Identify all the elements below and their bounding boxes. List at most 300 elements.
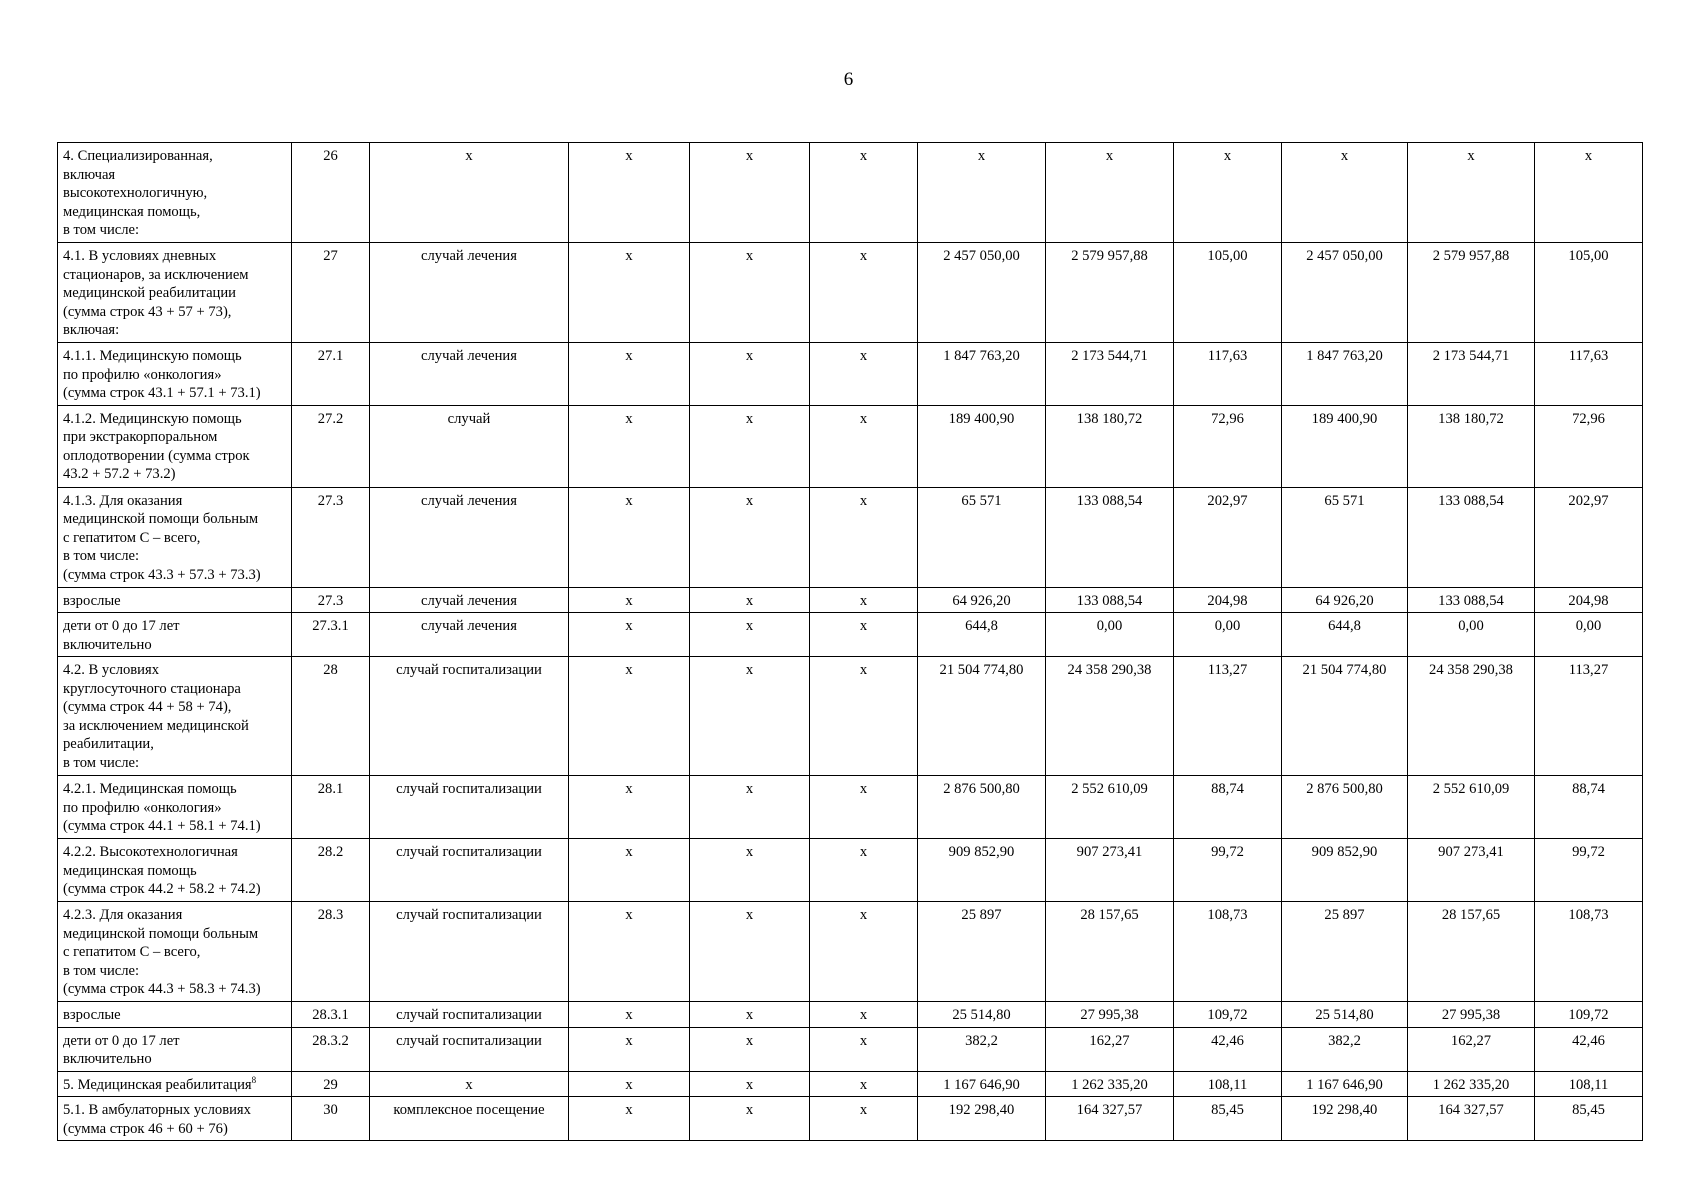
row-name-text: 4.1.3. Для оказания медицинской помощи больным с гепатитом С – всего, в том числе: (сумма строк 43.3 + 57.3 + 73.3) bbox=[63, 492, 261, 583]
cell-text: 27 995,38 bbox=[1441, 1007, 1501, 1023]
cell-text: x bbox=[745, 148, 754, 164]
unit-cell bbox=[370, 1071, 569, 1097]
value-cell bbox=[1046, 143, 1174, 243]
cell-text: 189 400,90 bbox=[948, 410, 1015, 427]
row-name-cell bbox=[58, 405, 292, 487]
value-cell bbox=[1174, 1071, 1282, 1097]
value-cell bbox=[690, 657, 810, 776]
value-cell bbox=[690, 902, 810, 1002]
row-name-text: 4. Специализированная, включая высокотехнологичную, медицинская помощь, в том числе: bbox=[63, 148, 213, 238]
value-cell bbox=[810, 1002, 918, 1028]
value-cell bbox=[918, 657, 1046, 776]
cell-text: x bbox=[745, 844, 754, 860]
row-number-cell bbox=[292, 487, 370, 587]
cell-text: 105,00 bbox=[1568, 248, 1609, 264]
value-cell bbox=[810, 587, 918, 613]
value-cell bbox=[1174, 776, 1282, 839]
cell-text: случай лечения bbox=[421, 592, 517, 609]
row-name-cell bbox=[58, 839, 292, 902]
cell-text: 117,63 bbox=[1207, 348, 1248, 364]
value-cell bbox=[1282, 1002, 1408, 1028]
value-cell bbox=[1535, 1027, 1643, 1071]
cell-text: x bbox=[1223, 148, 1232, 164]
cell-text: 382,2 bbox=[1328, 1032, 1361, 1049]
value-cell bbox=[1046, 776, 1174, 839]
row-name-text: 4.1.2. Медицинскую помощь при экстракорпоральном оплодотворении (сумма строк 43.2 + 57.2 + 73.2) bbox=[63, 410, 250, 482]
cell-text: x bbox=[625, 662, 633, 678]
table-row bbox=[58, 343, 1643, 406]
value-cell bbox=[810, 657, 918, 776]
table-row bbox=[58, 243, 1643, 343]
value-cell bbox=[1046, 1027, 1174, 1071]
cell-text: 133 088,54 bbox=[1076, 492, 1143, 509]
row-number-cell bbox=[292, 776, 370, 839]
value-cell bbox=[1046, 487, 1174, 587]
cell-text: 42,46 bbox=[1572, 1032, 1605, 1049]
table-row bbox=[58, 1071, 1643, 1097]
value-cell bbox=[810, 1097, 918, 1141]
row-name-cell bbox=[58, 902, 292, 1002]
value-cell bbox=[1535, 405, 1643, 487]
value-cell bbox=[918, 587, 1046, 613]
cell-text: 1 262 335,20 bbox=[1071, 1076, 1148, 1093]
value-cell bbox=[1535, 1002, 1643, 1028]
cell-text: случай лечения bbox=[421, 492, 517, 509]
value-cell bbox=[810, 143, 918, 243]
value-cell bbox=[810, 243, 918, 343]
value-cell bbox=[1282, 405, 1408, 487]
value-cell bbox=[1408, 487, 1535, 587]
cell-text: 64 926,20 bbox=[1315, 592, 1374, 609]
table-row bbox=[58, 902, 1643, 1002]
cell-text: 204,98 bbox=[1568, 592, 1609, 609]
value-cell bbox=[1408, 839, 1535, 902]
value-cell bbox=[690, 1002, 810, 1028]
table-row bbox=[58, 657, 1643, 776]
cell-text: 117,63 bbox=[1568, 348, 1609, 364]
value-cell bbox=[810, 343, 918, 406]
cell-text: x bbox=[625, 248, 633, 264]
cell-text: 105,00 bbox=[1207, 248, 1248, 264]
cell-text: x bbox=[625, 148, 633, 164]
value-cell bbox=[810, 487, 918, 587]
cell-text: 28.3 bbox=[317, 907, 344, 923]
cell-text: 1 167 646,90 bbox=[943, 1076, 1020, 1093]
value-cell bbox=[918, 405, 1046, 487]
cell-text: x bbox=[859, 907, 868, 923]
cell-text: x bbox=[625, 781, 633, 797]
row-number-cell bbox=[292, 1071, 370, 1097]
cell-text: 1 847 763,20 bbox=[943, 348, 1020, 364]
cell-text: 133 088,54 bbox=[1438, 492, 1504, 509]
value-cell bbox=[1282, 587, 1408, 613]
cell-text: x bbox=[745, 781, 754, 797]
cell-text: 28 bbox=[323, 662, 338, 678]
value-cell bbox=[918, 243, 1046, 343]
value-cell bbox=[1046, 657, 1174, 776]
value-cell bbox=[1174, 243, 1282, 343]
value-cell bbox=[690, 143, 810, 243]
value-cell bbox=[1174, 839, 1282, 902]
cell-text: x bbox=[859, 1032, 868, 1049]
cell-text: 113,27 bbox=[1568, 662, 1609, 678]
cell-text: 2 579 957,88 bbox=[1432, 248, 1510, 264]
row-name-text: дети от 0 до 17 лет включительно bbox=[63, 618, 180, 653]
cell-text: 2 173 544,71 bbox=[1432, 348, 1510, 364]
row-number-cell bbox=[292, 1097, 370, 1141]
cell-text: 113,27 bbox=[1207, 662, 1248, 678]
table-row bbox=[58, 1097, 1643, 1141]
cell-text: 25 897 bbox=[961, 907, 1002, 923]
value-cell bbox=[569, 776, 690, 839]
value-cell bbox=[810, 405, 918, 487]
value-cell bbox=[569, 839, 690, 902]
value-cell bbox=[1174, 143, 1282, 243]
row-name-cell bbox=[58, 243, 292, 343]
value-cell bbox=[918, 613, 1046, 657]
cell-text: 162,27 bbox=[1089, 1032, 1130, 1049]
value-cell bbox=[569, 1071, 690, 1097]
cell-text: x bbox=[745, 492, 754, 509]
row-number-cell bbox=[292, 902, 370, 1002]
value-cell bbox=[1046, 343, 1174, 406]
value-cell bbox=[918, 776, 1046, 839]
unit-cell bbox=[370, 1002, 569, 1028]
table-row bbox=[58, 839, 1643, 902]
cell-text: 25 897 bbox=[1324, 907, 1365, 923]
unit-cell bbox=[370, 1097, 569, 1141]
cell-text: x bbox=[1105, 148, 1114, 164]
cell-text: 2 457 050,00 bbox=[943, 248, 1020, 264]
value-cell bbox=[690, 587, 810, 613]
value-cell bbox=[1408, 1097, 1535, 1141]
value-cell bbox=[1408, 143, 1535, 243]
value-cell bbox=[810, 776, 918, 839]
value-cell bbox=[569, 143, 690, 243]
cell-text: x bbox=[745, 248, 754, 264]
cell-text: x bbox=[745, 907, 754, 923]
cell-text: x bbox=[859, 148, 868, 164]
unit-cell bbox=[370, 839, 569, 902]
cell-text: x bbox=[745, 662, 754, 678]
cell-text: 26 bbox=[323, 148, 338, 164]
value-cell bbox=[810, 902, 918, 1002]
value-cell bbox=[569, 657, 690, 776]
value-cell bbox=[690, 405, 810, 487]
row-number-cell bbox=[292, 587, 370, 613]
cell-text: 192 298,40 bbox=[1311, 1102, 1378, 1118]
cell-text: 21 504 774,80 bbox=[939, 662, 1024, 678]
value-cell bbox=[810, 1027, 918, 1071]
value-cell bbox=[1174, 343, 1282, 406]
row-name-cell bbox=[58, 657, 292, 776]
cell-text: 2 876 500,80 bbox=[943, 781, 1020, 797]
value-cell bbox=[1535, 613, 1643, 657]
cell-text: 27.3.1 bbox=[312, 618, 349, 634]
row-name-text: 4.2. В условиях круглосуточного стационара (сумма строк 44 + 58 + 74), за исключением медицинской реабилитации, в том числе: bbox=[63, 662, 249, 771]
value-cell bbox=[569, 1002, 690, 1028]
value-cell bbox=[1535, 1071, 1643, 1097]
table-row bbox=[58, 1027, 1643, 1071]
cell-text: случай госпитализации bbox=[396, 662, 542, 678]
value-cell bbox=[1408, 1002, 1535, 1028]
cell-text: 64 926,20 bbox=[952, 592, 1011, 609]
value-cell bbox=[918, 902, 1046, 1002]
unit-cell bbox=[370, 776, 569, 839]
cell-text: 907 273,41 bbox=[1438, 844, 1504, 860]
value-cell bbox=[690, 839, 810, 902]
value-cell bbox=[918, 839, 1046, 902]
table-row bbox=[58, 776, 1643, 839]
row-number-cell bbox=[292, 657, 370, 776]
value-cell bbox=[690, 1027, 810, 1071]
value-cell bbox=[569, 902, 690, 1002]
cell-text: 99,72 bbox=[1572, 844, 1605, 860]
value-cell bbox=[918, 143, 1046, 243]
cell-text: x bbox=[859, 492, 868, 509]
cell-text: случай госпитализации bbox=[396, 1007, 542, 1023]
row-name-cell bbox=[58, 487, 292, 587]
cell-text: x bbox=[859, 248, 868, 264]
cell-text: 909 852,90 bbox=[1311, 844, 1378, 860]
cell-text: x bbox=[745, 592, 754, 609]
cell-text: 2 552 610,09 bbox=[1432, 781, 1510, 797]
cell-text: x bbox=[465, 148, 473, 164]
cell-text: 65 571 bbox=[961, 492, 1002, 509]
cell-text: x bbox=[625, 907, 633, 923]
value-cell bbox=[569, 343, 690, 406]
value-cell bbox=[1174, 587, 1282, 613]
cell-text: 644,8 bbox=[965, 618, 998, 634]
page-number: 6 bbox=[843, 69, 854, 90]
row-number-cell bbox=[292, 343, 370, 406]
cell-text: 109,72 bbox=[1568, 1007, 1609, 1023]
cell-text: 27.3 bbox=[317, 492, 344, 509]
value-cell bbox=[1282, 657, 1408, 776]
cell-text: 202,97 bbox=[1568, 492, 1609, 509]
value-cell bbox=[569, 1027, 690, 1071]
cell-text: 1 262 335,20 bbox=[1432, 1076, 1510, 1093]
value-cell bbox=[918, 1027, 1046, 1071]
value-cell bbox=[918, 343, 1046, 406]
data-table bbox=[57, 142, 1643, 1141]
value-cell bbox=[690, 343, 810, 406]
value-cell bbox=[1535, 487, 1643, 587]
value-cell bbox=[1408, 776, 1535, 839]
row-number-cell bbox=[292, 1027, 370, 1071]
value-cell bbox=[1408, 657, 1535, 776]
row-name-text: 5.1. В амбулаторных условиях (сумма строк 46 + 60 + 76) bbox=[63, 1102, 251, 1137]
value-cell bbox=[1174, 1097, 1282, 1141]
value-cell bbox=[1408, 613, 1535, 657]
cell-text: 907 273,41 bbox=[1076, 844, 1143, 860]
cell-text: случай лечения bbox=[421, 348, 517, 364]
cell-text: случай bbox=[447, 410, 491, 427]
value-cell bbox=[1282, 776, 1408, 839]
value-cell bbox=[918, 1071, 1046, 1097]
value-cell bbox=[1046, 405, 1174, 487]
cell-text: x bbox=[625, 844, 633, 860]
value-cell bbox=[569, 243, 690, 343]
value-cell bbox=[918, 1097, 1046, 1141]
value-cell bbox=[1282, 1097, 1408, 1141]
value-cell bbox=[1282, 243, 1408, 343]
value-cell bbox=[1046, 587, 1174, 613]
value-cell bbox=[1408, 902, 1535, 1002]
cell-text: x bbox=[859, 1076, 868, 1093]
cell-text: 25 514,80 bbox=[1315, 1007, 1374, 1023]
value-cell bbox=[918, 487, 1046, 587]
cell-text: 30 bbox=[323, 1102, 338, 1118]
value-cell bbox=[1535, 343, 1643, 406]
cell-text: x bbox=[745, 1102, 754, 1118]
row-name-cell bbox=[58, 1097, 292, 1141]
cell-text: 108,11 bbox=[1568, 1076, 1609, 1093]
row-name-cell bbox=[58, 587, 292, 613]
cell-text: случай лечения bbox=[421, 248, 517, 264]
cell-text: 162,27 bbox=[1450, 1032, 1492, 1049]
value-cell bbox=[1046, 243, 1174, 343]
value-cell bbox=[1282, 613, 1408, 657]
cell-text: 202,97 bbox=[1207, 492, 1248, 509]
cell-text: x bbox=[977, 148, 986, 164]
value-cell bbox=[1535, 902, 1643, 1002]
cell-text: 644,8 bbox=[1328, 618, 1361, 634]
cell-text: 108,73 bbox=[1207, 907, 1248, 923]
cell-text: 138 180,72 bbox=[1076, 410, 1143, 427]
cell-text: 2 552 610,09 bbox=[1071, 781, 1148, 797]
cell-text: x bbox=[625, 1102, 633, 1118]
row-number-cell bbox=[292, 613, 370, 657]
unit-cell bbox=[370, 143, 569, 243]
cell-text: x bbox=[1584, 148, 1593, 164]
cell-text: 0,00 bbox=[1214, 618, 1241, 634]
table-row bbox=[58, 587, 1643, 613]
cell-text: 27.2 bbox=[317, 410, 344, 427]
row-name-text: 5. Медицинская реабилитация bbox=[63, 1076, 252, 1093]
row-number-cell bbox=[292, 243, 370, 343]
cell-text: x bbox=[859, 410, 868, 427]
cell-text: x bbox=[745, 1007, 754, 1023]
row-name-cell bbox=[58, 776, 292, 839]
value-cell bbox=[1282, 343, 1408, 406]
value-cell bbox=[1535, 839, 1643, 902]
cell-text: 85,45 bbox=[1211, 1102, 1244, 1118]
table-row bbox=[58, 487, 1643, 587]
value-cell bbox=[569, 487, 690, 587]
cell-text: x bbox=[625, 410, 633, 427]
cell-text: x bbox=[625, 1032, 633, 1049]
row-name-text: взрослые bbox=[63, 1007, 121, 1023]
value-cell bbox=[1535, 776, 1643, 839]
cell-text: 109,72 bbox=[1207, 1007, 1248, 1023]
cell-text: x bbox=[745, 410, 754, 427]
cell-text: 29 bbox=[323, 1076, 338, 1093]
cell-text: x bbox=[1467, 148, 1475, 164]
value-cell bbox=[690, 1097, 810, 1141]
cell-text: x bbox=[1340, 148, 1349, 164]
unit-cell bbox=[370, 657, 569, 776]
cell-text: 27 bbox=[323, 248, 338, 264]
value-cell bbox=[810, 839, 918, 902]
value-cell bbox=[569, 405, 690, 487]
cell-text: 2 579 957,88 bbox=[1071, 248, 1148, 264]
cell-text: 42,46 bbox=[1211, 1032, 1244, 1049]
cell-text: 21 504 774,80 bbox=[1302, 662, 1387, 678]
value-cell bbox=[1282, 1027, 1408, 1071]
cell-text: x bbox=[745, 618, 754, 634]
unit-cell bbox=[370, 405, 569, 487]
cell-text: 0,00 bbox=[1096, 618, 1123, 634]
cell-text: x bbox=[625, 592, 633, 609]
cell-text: 99,72 bbox=[1211, 844, 1244, 860]
cell-text: комплексное посещение bbox=[393, 1102, 545, 1118]
value-cell bbox=[1408, 343, 1535, 406]
cell-text: 28.3.1 bbox=[312, 1007, 349, 1023]
value-cell bbox=[1174, 487, 1282, 587]
cell-text: x bbox=[625, 1076, 633, 1093]
value-cell bbox=[1282, 902, 1408, 1002]
cell-text: 28 157,65 bbox=[1441, 907, 1501, 923]
cell-text: x bbox=[625, 348, 633, 364]
value-cell bbox=[690, 776, 810, 839]
table-row bbox=[58, 613, 1643, 657]
cell-text: 909 852,90 bbox=[948, 844, 1015, 860]
row-name-cell bbox=[58, 613, 292, 657]
value-cell bbox=[1046, 839, 1174, 902]
cell-text: 27.1 bbox=[317, 348, 344, 364]
cell-text: 138 180,72 bbox=[1438, 410, 1504, 427]
row-name-text: 4.1.1. Медицинскую помощь по профилю «онкология» (сумма строк 43.1 + 57.1 + 73.1) bbox=[63, 348, 261, 401]
value-cell bbox=[1282, 839, 1408, 902]
cell-text: 2 457 050,00 bbox=[1306, 248, 1383, 264]
cell-text: x bbox=[745, 1032, 754, 1049]
value-cell bbox=[1282, 143, 1408, 243]
cell-text: 28 157,65 bbox=[1080, 907, 1139, 923]
cell-text: x bbox=[465, 1076, 473, 1093]
cell-text: 28.3.2 bbox=[312, 1032, 349, 1049]
unit-cell bbox=[370, 1027, 569, 1071]
row-name-cell bbox=[58, 143, 292, 243]
value-cell bbox=[1046, 1002, 1174, 1028]
value-cell bbox=[1174, 1027, 1282, 1071]
footnote-marker: 8 bbox=[251, 1074, 257, 1085]
unit-cell bbox=[370, 487, 569, 587]
value-cell bbox=[1046, 902, 1174, 1002]
cell-text: x bbox=[859, 662, 868, 678]
value-cell bbox=[1174, 1002, 1282, 1028]
row-name-text: взрослые bbox=[63, 592, 121, 609]
cell-text: x bbox=[625, 492, 633, 509]
value-cell bbox=[1535, 587, 1643, 613]
cell-text: 164 327,57 bbox=[1438, 1102, 1504, 1118]
cell-text: 0,00 bbox=[1458, 618, 1484, 634]
unit-cell bbox=[370, 243, 569, 343]
cell-text: 108,11 bbox=[1207, 1076, 1248, 1093]
unit-cell bbox=[370, 587, 569, 613]
cell-text: 88,74 bbox=[1211, 781, 1244, 797]
cell-text: 2 173 544,71 bbox=[1071, 348, 1148, 364]
row-name-text: дети от 0 до 17 лет включительно bbox=[63, 1032, 180, 1067]
cell-text: 88,74 bbox=[1572, 781, 1605, 797]
value-cell bbox=[690, 243, 810, 343]
cell-text: 108,73 bbox=[1568, 907, 1609, 923]
value-cell bbox=[1408, 1071, 1535, 1097]
row-name-text: 4.2.3. Для оказания медицинской помощи больным с гепатитом С – всего, в том числе: (сумма строк 44.3 + 58.3 + 74.3) bbox=[63, 907, 261, 997]
cell-text: 2 876 500,80 bbox=[1306, 781, 1383, 797]
cell-text: 65 571 bbox=[1324, 492, 1365, 509]
value-cell bbox=[1535, 243, 1643, 343]
